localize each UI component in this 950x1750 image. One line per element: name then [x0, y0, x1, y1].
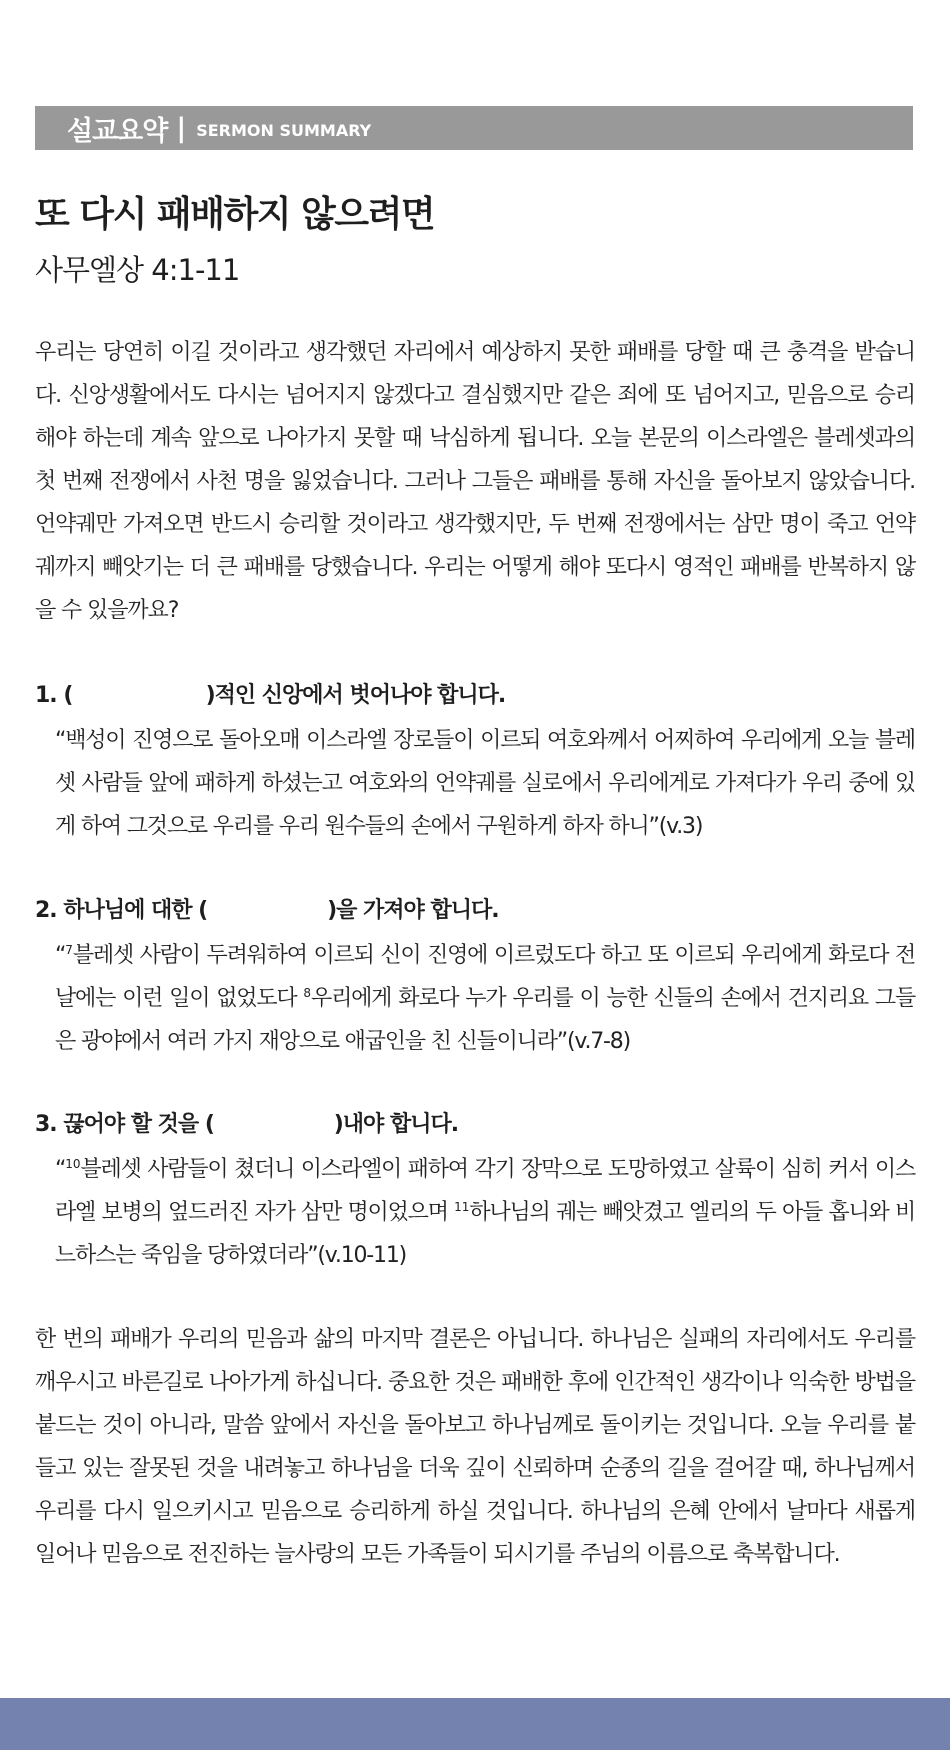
- point-heading: 2. 하나님에 대한 ( )을 가져야 합니다.: [35, 898, 499, 923]
- sermon-point-1: [35, 681, 915, 848]
- verse-number: 8: [303, 986, 312, 1000]
- quote-text: 하나님의 궤는 빼앗겼고 엘리의 두 아들 홉니와 비느하스는 죽임을 당하였더라”(v.10-11): [55, 1200, 915, 1268]
- point-heading: 1. ( )적인 신앙에서 벗어나야 합니다.: [35, 683, 506, 708]
- sermon-point-2: [35, 896, 915, 1063]
- quote-text: 블레셋 사람들이 쳤더니 이스라엘이 패하여 각기 장막으로 도망하였고 살륙이 심히 커서 이스라엘 보병의 엎드러진 자가 삼만 명이었으며: [55, 1157, 915, 1225]
- section-title-english: SERMON SUMMARY: [196, 120, 372, 140]
- sermon-intro-paragraph: 우리는 당연히 이길 것이라고 생각했던 자리에서 예상하지 못한 패배를 당할 때 큰 충격을 받습니다. 신앙생활에서도 다시는 넘어지지 않겠다고 결심했지만 같은 죄에 또 넘어지고, 믿음으로 승리해야 하는데 계속 앞으로 나아가지 못할 때 낙심하게 됩니다. 오늘 본문의 이스라엘은 블레셋과의 첫 번째 전쟁에서 사천 명을 잃었습니다. 그러나 그들은 패배를 통해 자신을 돌아보지 않았습니다. 언약궤만 가져오면 반드시 승리할 것이라고 생각했지만, 두 번째 전쟁에서는 삼만 명이 죽고 언약궤까지 빼앗기는 더 큰 패배를 당했습니다. 우리는 어떻게 해야 또다시 영적인 패배를 반복하지 않을 수 있을까요?: [35, 340, 915, 623]
- point-scripture-quote: [55, 934, 915, 1063]
- quote-open-mark: “: [55, 1157, 66, 1182]
- point-scripture-quote: [55, 719, 915, 848]
- point-scripture-quote: [55, 1148, 915, 1277]
- sermon-closing-paragraph: 한 번의 패배가 우리의 믿음과 삶의 마지막 결론은 아닙니다. 하나님은 실패의 자리에서도 우리를 깨우시고 바른길로 나아가게 하십니다. 중요한 것은 패배한 후에 인간적인 생각이나 익숙한 방법을 붙드는 것이 아니라, 말씀 앞에서 자신을 돌아보고 하나님께로 돌이키는 것입니다. 오늘 우리를 붙들고 있는 잘못된 것을 내려놓고 하나님을 더욱 깊이 신뢰하며 순종의 길을 걸어갈 때, 하나님께서 우리를 다시 일으키시고 믿음으로 승리하게 하실 것입니다. 하나님의 은혜 안에서 날마다 새롭게 일어나 믿음으로 전진하는 늘사랑의 모든 가족들이 되시기를 주님의 이름으로 축복합니다.: [35, 1327, 915, 1567]
- footer-color-band: [0, 1698, 950, 1750]
- section-header-bar: [35, 106, 913, 150]
- sermon-scripture-reference: 사무엘상 4:1-11: [35, 253, 240, 287]
- section-title-separator: |: [176, 112, 187, 144]
- verse-number: 10: [65, 1157, 81, 1171]
- section-title-korean: 설교요약: [67, 115, 168, 147]
- quote-text: “백성이 진영으로 돌아오매 이스라엘 장로들이 이르되 여호와께서 어찌하여 우리에게 오늘 블레셋 사람들 앞에 패하게 하셨는고 여호와의 언약궤를 실로에서 우리에게로 가져다가 우리 중에 있게 하여 그것으로 우리를 우리 원수들의 손에서 구원하게 하자 하니”(v.3): [55, 728, 915, 839]
- sermon-title: 또 다시 패배하지 않으려면: [35, 194, 435, 235]
- point-heading: 3. 끊어야 할 것을 ( )내야 합니다.: [35, 1112, 459, 1137]
- quote-open-mark: “: [55, 943, 66, 968]
- verse-number: 11: [454, 1200, 470, 1214]
- verse-number: 7: [65, 943, 73, 957]
- sermon-point-3: [35, 1110, 915, 1277]
- quote-text: 우리에게 화로다 누가 우리를 이 능한 신들의 손에서 건지리요 그들은 광야에서 여러 가지 재앙으로 애굽인을 친 신들이니라”(v.7-8): [55, 986, 916, 1054]
- quote-text: 블레셋 사람이 두려워하여 이르되 신이 진영에 이르렀도다 하고 또 이르되 우리에게 화로다 전날에는 이런 일이 없었도다: [55, 943, 915, 1011]
